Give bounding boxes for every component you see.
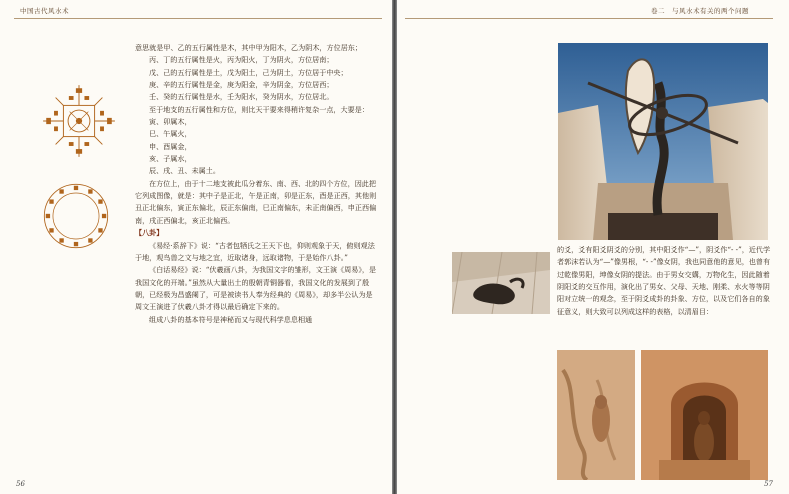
paragraph: 在方位上，由于十二地支被此瓜分着东、南、西、北的四个方位，因此把它列成图像，就是：其中子是正北，午是正南，卯是正东，酉是正西，其他则丑正北偏东，寅正东偏北，辰正东偏南，巳正南偏东，未正南偏西，申正西偏南，戌正西偏北，亥正北偏西。 — [135, 178, 377, 225]
paragraph: 丙、丁的五行属性是火，丙为阳火，丁为阴火，方位居南； — [149, 55, 334, 65]
paragraph: 的爻，爻有阳爻阴爻的分别，其中阳爻作“—”，阴爻作“- -”，近代学者郭沫若认为“—”像男根，“- -”像女阴，我也同意他的意见，也曾有过乾像男阳，坤像女阴的提法。由于男女交媾，万物化生，因此随着阴阳爻的交互作用，演化出了男女、父母、天地、刚柔、水火等等阴阳对立统一的观念，至于阴爻成卦的卦象、方位，以及它们各自的象征意义，则大致可以列成这样的表格，以清眉目： — [557, 245, 771, 316]
earthly-branches-diagram — [40, 180, 112, 252]
paragraph: 意思就是甲、乙的五行属性是木，其中甲为阳木，乙为阴木，方位居东； — [135, 43, 362, 52]
paragraph: 庚、辛的五行属性是金，庚为阳金，辛为阴金，方位居西； — [149, 80, 334, 90]
left-body-text — [135, 42, 377, 326]
five-phases-stems-diagram — [40, 82, 118, 160]
paragraph: 《白话易经》说：“伏羲画八卦，为我国文字的雏形，文王演《周易》，是我国文化的开端。”虽然从大量出土的殷朝青铜器看，我国文化的发展到了殷朝，已经极为昌盛阑了，可是被读书人奉为经典的《周易》，却多半公认为是周文王演进了伏羲八卦才得以最后确定下来的。 — [135, 265, 377, 312]
list-item: 亥、子属水， — [149, 154, 192, 164]
paragraph: 组成八卦的基本符号是神秘而又与现代科学息息相通 — [149, 314, 313, 324]
list-item: 巳、午属火， — [149, 129, 192, 139]
cliff-carving-photo — [557, 350, 635, 480]
floor-carving-photo — [452, 252, 550, 314]
left-page — [0, 0, 392, 494]
running-head-right: 卷二 与风水术有关的两个问题 — [651, 7, 749, 15]
header-rule-left — [14, 18, 382, 19]
list-item: 辰、戌、丑、未属土。 — [149, 166, 220, 176]
paragraph: 《易经·系辞下》说：“古者包牺氏之王天下也，仰则观象于天，俯则观法于地，观鸟兽之文与地之宜，近取诸身，远取诸物，于是始作八卦。” — [135, 240, 375, 262]
page-number-right: 57 — [764, 480, 773, 488]
section-heading-bagua: 【八卦】 — [135, 228, 164, 238]
paragraph: 至于地支的五行属性和方位，则比天干要来得稍许复杂一点，大要是： — [149, 104, 369, 114]
right-page — [397, 0, 789, 494]
running-head-left: 中国古代风水术 — [20, 7, 69, 15]
list-item: 寅、卯属木， — [149, 117, 192, 127]
page-number-left: 56 — [16, 480, 25, 488]
compass-sculpture-photo — [558, 43, 768, 240]
list-item: 申、酉属金， — [149, 141, 192, 151]
paragraph: 壬、癸的五行属性是水，壬为阳水，癸为阴水，方位居北。 — [149, 92, 334, 102]
header-rule-right — [405, 18, 773, 19]
paragraph: 戊、己的五行属性是土，戊为阳土，己为阴土，方位居于中央； — [149, 67, 348, 77]
cave-niche-photo — [641, 350, 768, 480]
right-body-text — [557, 244, 771, 318]
